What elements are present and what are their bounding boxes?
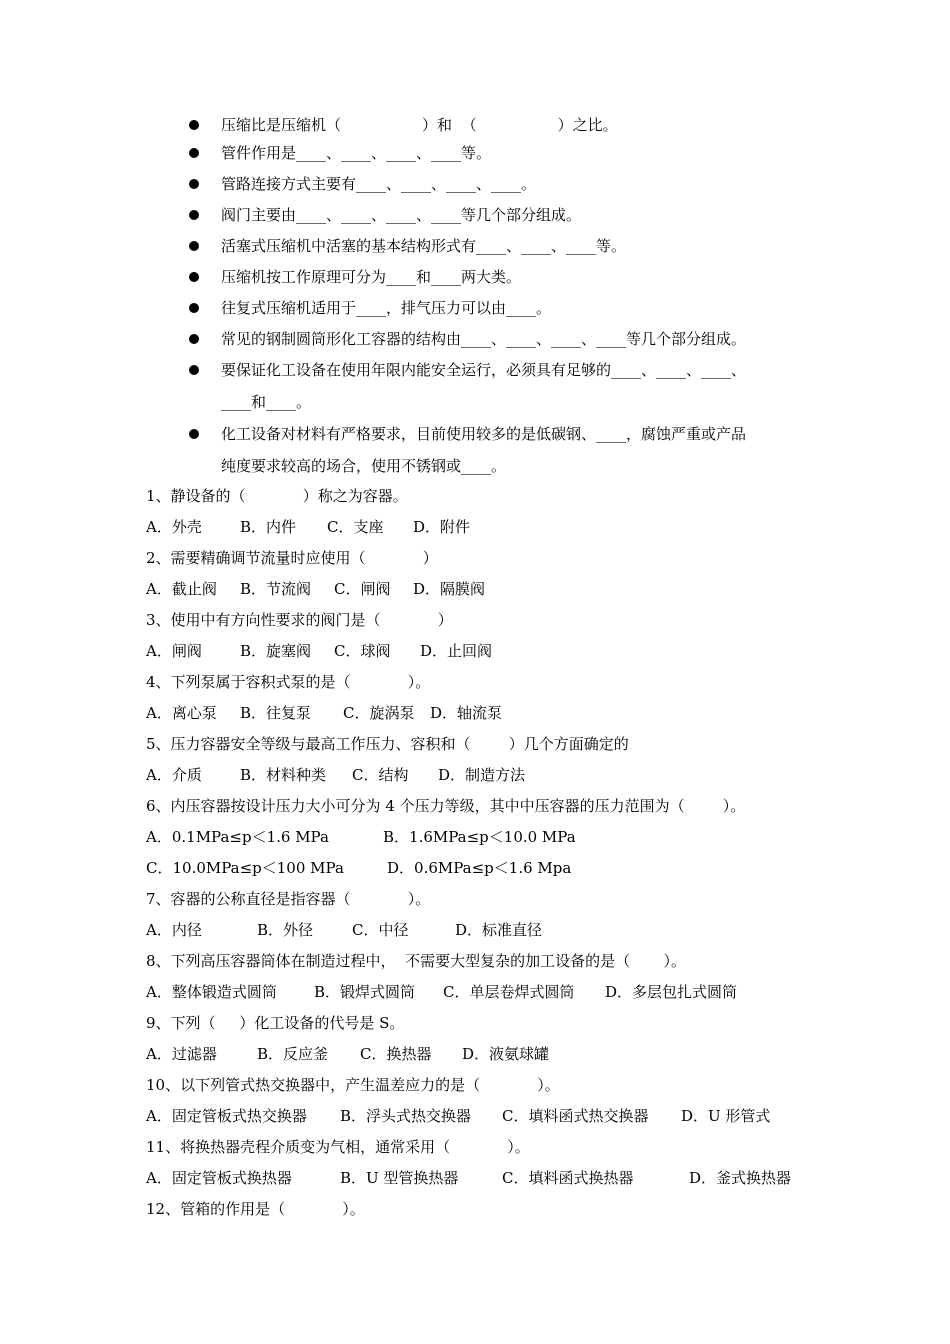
bullet-icon xyxy=(189,210,199,220)
answer-option: C．中径 xyxy=(352,921,409,939)
fill-in-question-line: 管路连接方式主要有____、____、____、____。 xyxy=(221,175,537,193)
answer-option: C．闸阀 xyxy=(334,580,391,598)
answer-option: D．U 形管式 xyxy=(681,1107,771,1125)
answer-option: B．材料种类 xyxy=(240,766,327,784)
bullet-icon xyxy=(189,179,199,189)
bullet-icon xyxy=(189,334,199,344)
answer-option: A．0.1MPa≤p＜1.6 MPa xyxy=(146,828,329,846)
bullet-icon xyxy=(189,272,199,282)
answer-option: C．单层卷焊式圆筒 xyxy=(443,983,575,1001)
bullet-icon xyxy=(189,365,199,375)
fill-in-question-line: 管件作用是____、____、____、____等。 xyxy=(221,144,492,162)
answer-option: D．轴流泵 xyxy=(430,704,503,722)
question-stem: 4、下列泵属于容积式泵的是（ ）。 xyxy=(146,673,431,691)
answer-option: B．1.6MPa≤p＜10.0 MPa xyxy=(383,828,576,846)
fill-in-question-line: 化工设备对材料有严格要求，目前使用较多的是低碳钢、____，腐蚀严重或产品 xyxy=(221,425,747,443)
question-stem: 12、管箱的作用是（ ）。 xyxy=(146,1200,365,1218)
answer-option: D．隔膜阀 xyxy=(413,580,486,598)
answer-option: C．填料函式热交换器 xyxy=(502,1107,649,1125)
answer-option: A．内径 xyxy=(146,921,202,939)
question-stem: 8、下列高压容器筒体在制造过程中， 不需要大型复杂的加工设备的是（ ）。 xyxy=(146,952,686,970)
answer-option: D．标准直径 xyxy=(455,921,543,939)
answer-option: A．整体锻造式圆筒 xyxy=(146,983,277,1001)
answer-option: A．介质 xyxy=(146,766,202,784)
answer-option: A．固定管板式换热器 xyxy=(146,1169,292,1187)
answer-option: D．釜式换热器 xyxy=(689,1169,792,1187)
answer-option: B．旋塞阀 xyxy=(240,642,312,660)
answer-option: A．固定管板式热交换器 xyxy=(146,1107,307,1125)
fill-in-question-line: 活塞式压缩机中活塞的基本结构形式有____、____、____等。 xyxy=(221,237,627,255)
answer-option: C．球阀 xyxy=(334,642,391,660)
answer-option: C．填料函式换热器 xyxy=(502,1169,634,1187)
answer-option: D．液氨球罐 xyxy=(462,1045,550,1063)
answer-option: D．0.6MPa≤p＜1.6 Mpa xyxy=(387,859,572,877)
answer-option: B．往复泵 xyxy=(240,704,312,722)
fill-in-question-line: 压缩比是压缩机（ ）和 （ ）之比。 xyxy=(221,116,618,134)
question-stem: 3、使用中有方向性要求的阀门是（ ） xyxy=(146,611,453,629)
answer-option: C．换热器 xyxy=(360,1045,432,1063)
answer-option: B．浮头式热交换器 xyxy=(340,1107,472,1125)
answer-option: B．外径 xyxy=(257,921,314,939)
answer-option: B．反应釜 xyxy=(257,1045,329,1063)
fill-in-question-line: 常见的钢制圆筒形化工容器的结构由____、____、____、____等几个部分组成。 xyxy=(221,330,747,348)
fill-in-question-line: 纯度要求较高的场合，使用不锈钢或____。 xyxy=(221,457,507,475)
bullet-icon xyxy=(189,303,199,313)
answer-option: D．制造方法 xyxy=(438,766,526,784)
bullet-icon xyxy=(189,241,199,251)
question-stem: 7、容器的公称直径是指容器（ ）。 xyxy=(146,890,431,908)
answer-option: D．止回阀 xyxy=(420,642,493,660)
question-stem: 10、以下列管式热交换器中，产生温差应力的是（ ）。 xyxy=(146,1076,560,1094)
answer-option: A．截止阀 xyxy=(146,580,217,598)
answer-option: C．旋涡泵 xyxy=(343,704,415,722)
fill-in-question-line: ____和____。 xyxy=(221,393,312,411)
answer-option: B．锻焊式圆筒 xyxy=(314,983,416,1001)
question-stem: 2、需要精确调节流量时应使用（ ） xyxy=(146,549,438,567)
bullet-icon xyxy=(189,120,199,130)
answer-option: C．10.0MPa≤p＜100 MPa xyxy=(146,859,344,877)
answer-option: A．闸阀 xyxy=(146,642,202,660)
answer-option: B．内件 xyxy=(240,518,297,536)
fill-in-question-line: 阀门主要由____、____、____、____等几个部分组成。 xyxy=(221,206,582,224)
question-stem: 11、将换热器壳程介质变为气相，通常采用（ ）。 xyxy=(146,1138,530,1156)
question-stem: 6、内压容器按设计压力大小可分为 4 个压力等级，其中中压容器的压力范围为（ ）。 xyxy=(146,797,746,815)
answer-option: D．多层包扎式圆筒 xyxy=(605,983,738,1001)
fill-in-question-line: 往复式压缩机适用于____，排气压力可以由____。 xyxy=(221,299,552,317)
answer-option: D．附件 xyxy=(413,518,471,536)
question-stem: 5、压力容器安全等级与最高工作压力、容积和（ ）几个方面确定的 xyxy=(146,735,629,753)
answer-option: A．过滤器 xyxy=(146,1045,217,1063)
fill-in-question-line: 要保证化工设备在使用年限内能安全运行，必须具有足够的____、____、____、 xyxy=(221,361,747,379)
answer-option: C．结构 xyxy=(352,766,409,784)
answer-option: B．节流阀 xyxy=(240,580,312,598)
answer-option: A．外壳 xyxy=(146,518,202,536)
answer-option: A．离心泵 xyxy=(146,704,217,722)
answer-option: C．支座 xyxy=(327,518,384,536)
answer-option: B．U 型管换热器 xyxy=(340,1169,459,1187)
question-stem: 9、下列（ ）化工设备的代号是 S。 xyxy=(146,1014,405,1032)
fill-in-question-line: 压缩机按工作原理可分为____和____两大类。 xyxy=(221,268,522,286)
question-stem: 1、静设备的（ ）称之为容器。 xyxy=(146,487,408,505)
bullet-icon xyxy=(189,429,199,439)
bullet-icon xyxy=(189,148,199,158)
